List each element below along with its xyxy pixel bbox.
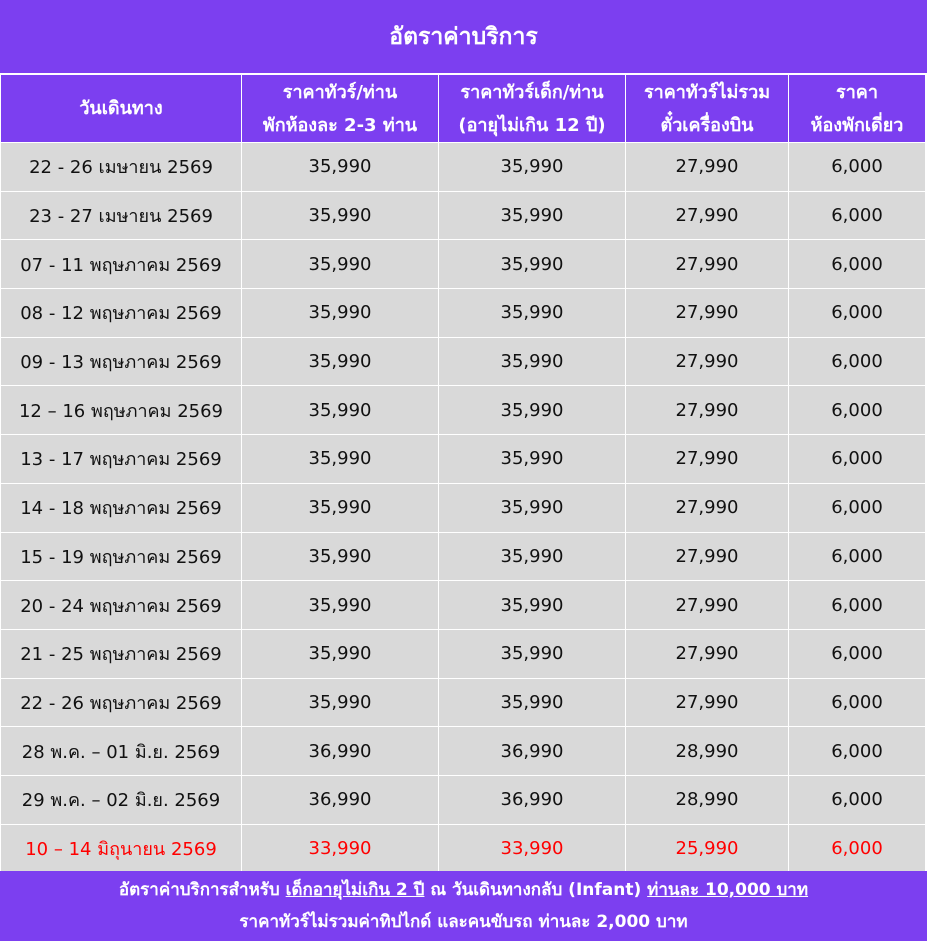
table-row [1, 191, 926, 240]
cell-travel-date: 10 – 14 มิถุนายน 2569 [1, 824, 242, 873]
cell-tour-price: 35,990 [242, 191, 439, 240]
cell-tour-price: 35,990 [242, 581, 439, 630]
cell-child-price: 35,990 [439, 581, 626, 630]
cell-travel-date: 09 - 13 พฤษภาคม 2569 [1, 337, 242, 386]
cell-no-flight-price: 27,990 [626, 337, 789, 386]
table-row [1, 435, 926, 484]
cell-single-room: 6,000 [789, 483, 926, 532]
table-body [1, 143, 926, 873]
header-child-price: ราคาทัวร์เด็ก/ท่าน (อายุไม่เกิน 12 ปี) [439, 75, 626, 143]
cell-no-flight-price: 27,990 [626, 386, 789, 435]
cell-single-room: 6,000 [789, 629, 926, 678]
cell-single-room: 6,000 [789, 727, 926, 776]
cell-travel-date: 20 - 24 พฤษภาคม 2569 [1, 581, 242, 630]
table-row [1, 386, 926, 435]
header-single-room: ราคา ห้องพักเดี่ยว [789, 75, 926, 143]
cell-child-price: 35,990 [439, 191, 626, 240]
cell-child-price: 35,990 [439, 678, 626, 727]
cell-tour-price: 35,990 [242, 435, 439, 484]
cell-travel-date: 28 พ.ค. – 01 มิ.ย. 2569 [1, 727, 242, 776]
cell-single-room: 6,000 [789, 678, 926, 727]
table-row [1, 678, 926, 727]
cell-travel-date: 08 - 12 พฤษภาคม 2569 [1, 289, 242, 338]
table-row [1, 289, 926, 338]
table-row [1, 143, 926, 192]
cell-single-room: 6,000 [789, 240, 926, 289]
cell-child-price: 33,990 [439, 824, 626, 873]
cell-no-flight-price: 27,990 [626, 435, 789, 484]
cell-tour-price: 35,990 [242, 240, 439, 289]
cell-no-flight-price: 27,990 [626, 629, 789, 678]
cell-no-flight-price: 27,990 [626, 532, 789, 581]
cell-single-room: 6,000 [789, 824, 926, 873]
cell-child-price: 35,990 [439, 240, 626, 289]
cell-travel-date: 22 - 26 เมษายน 2569 [1, 143, 242, 192]
table-row [1, 727, 926, 776]
cell-travel-date: 29 พ.ค. – 02 มิ.ย. 2569 [1, 775, 242, 824]
header-tour-price: ราคาทัวร์/ท่าน พักห้องละ 2-3 ท่าน [242, 75, 439, 143]
cell-child-price: 36,990 [439, 775, 626, 824]
cell-child-price: 36,990 [439, 727, 626, 776]
cell-child-price: 35,990 [439, 289, 626, 338]
cell-travel-date: 12 – 16 พฤษภาคม 2569 [1, 386, 242, 435]
cell-single-room: 6,000 [789, 532, 926, 581]
cell-travel-date: 22 - 26 พฤษภาคม 2569 [1, 678, 242, 727]
cell-child-price: 35,990 [439, 386, 626, 435]
cell-tour-price: 35,990 [242, 678, 439, 727]
page-title: อัตราค่าบริการ [0, 0, 927, 73]
cell-no-flight-price: 27,990 [626, 581, 789, 630]
table-row [1, 629, 926, 678]
cell-single-room: 6,000 [789, 435, 926, 484]
table-header-row [1, 75, 926, 143]
table-row [1, 581, 926, 630]
cell-no-flight-price: 27,990 [626, 289, 789, 338]
cell-tour-price: 35,990 [242, 483, 439, 532]
cell-travel-date: 21 - 25 พฤษภาคม 2569 [1, 629, 242, 678]
cell-single-room: 6,000 [789, 143, 926, 192]
cell-child-price: 35,990 [439, 435, 626, 484]
cell-child-price: 35,990 [439, 532, 626, 581]
cell-child-price: 35,990 [439, 483, 626, 532]
cell-no-flight-price: 27,990 [626, 143, 789, 192]
cell-no-flight-price: 27,990 [626, 240, 789, 289]
cell-tour-price: 35,990 [242, 289, 439, 338]
cell-child-price: 35,990 [439, 143, 626, 192]
cell-tour-price: 33,990 [242, 824, 439, 873]
cell-child-price: 35,990 [439, 337, 626, 386]
cell-travel-date: 14 - 18 พฤษภาคม 2569 [1, 483, 242, 532]
cell-tour-price: 36,990 [242, 727, 439, 776]
cell-no-flight-price: 25,990 [626, 824, 789, 873]
cell-single-room: 6,000 [789, 337, 926, 386]
footer-note [0, 871, 927, 941]
price-table [0, 74, 926, 873]
cell-no-flight-price: 28,990 [626, 727, 789, 776]
table-row [1, 775, 926, 824]
cell-no-flight-price: 28,990 [626, 775, 789, 824]
cell-travel-date: 15 - 19 พฤษภาคม 2569 [1, 532, 242, 581]
table-row [1, 483, 926, 532]
header-travel-date: วันเดินทาง [1, 75, 242, 143]
cell-no-flight-price: 27,990 [626, 483, 789, 532]
footer-infant-note: อัตราค่าบริการสำหรับ เด็กอายุไม่เกิน 2 ปี ณ วันเดินทางกลับ (Infant) ท่านละ 10,000 บาท [118, 880, 809, 900]
cell-tour-price: 36,990 [242, 775, 439, 824]
header-no-flight-price: ราคาทัวร์ไม่รวม ตั๋วเครื่องบิน [626, 75, 789, 143]
cell-single-room: 6,000 [789, 191, 926, 240]
table-row [1, 337, 926, 386]
cell-single-room: 6,000 [789, 581, 926, 630]
cell-single-room: 6,000 [789, 386, 926, 435]
cell-no-flight-price: 27,990 [626, 191, 789, 240]
cell-tour-price: 35,990 [242, 532, 439, 581]
table-row [1, 532, 926, 581]
table-row [1, 240, 926, 289]
footer-tip-note: ราคาทัวร์ไม่รวมค่าทิปไกด์ และคนขับรถ ท่านละ 2,000 บาท [239, 912, 688, 932]
cell-tour-price: 35,990 [242, 386, 439, 435]
cell-single-room: 6,000 [789, 775, 926, 824]
table-row [1, 824, 926, 873]
cell-single-room: 6,000 [789, 289, 926, 338]
cell-travel-date: 07 - 11 พฤษภาคม 2569 [1, 240, 242, 289]
cell-child-price: 35,990 [439, 629, 626, 678]
cell-travel-date: 13 - 17 พฤษภาคม 2569 [1, 435, 242, 484]
cell-travel-date: 23 - 27 เมษายน 2569 [1, 191, 242, 240]
cell-no-flight-price: 27,990 [626, 678, 789, 727]
cell-tour-price: 35,990 [242, 143, 439, 192]
cell-tour-price: 35,990 [242, 337, 439, 386]
cell-tour-price: 35,990 [242, 629, 439, 678]
